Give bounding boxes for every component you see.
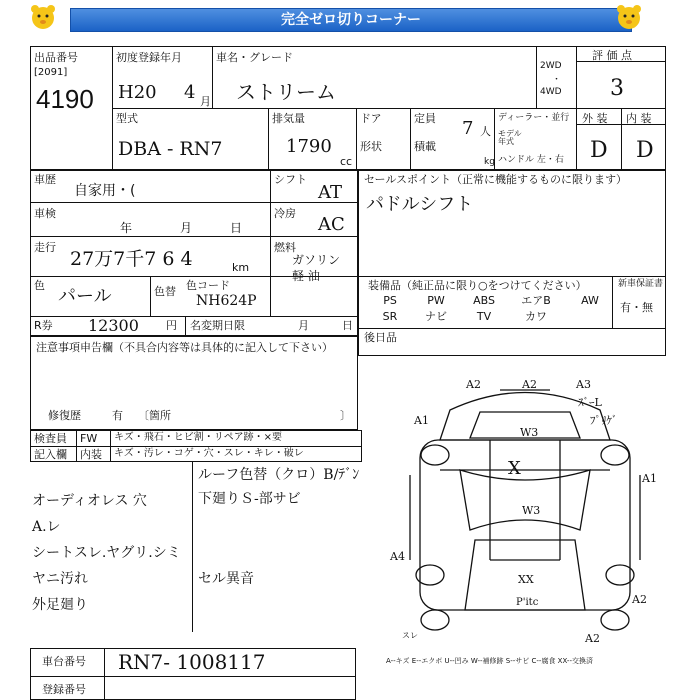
divider [110, 430, 111, 462]
capacity-label: 定員 [414, 112, 436, 125]
divider [192, 462, 193, 632]
usage-value: 自家用・( [74, 183, 136, 199]
header-bar [0, 0, 700, 34]
mark-a2: A2 [585, 632, 600, 645]
cc-label: cc [340, 155, 353, 168]
grade-value: 3 [610, 76, 624, 101]
lot-code: [2091] [34, 67, 68, 78]
mileage-label: 走行 [34, 241, 56, 254]
two-wd-label: 2WD [540, 61, 562, 71]
reg-month-unit: 月 [200, 95, 211, 108]
mark-w3: W3 [520, 426, 539, 439]
four-wd-label: 4WD [540, 87, 562, 97]
divider [185, 316, 186, 336]
mark-w3: W3 [522, 504, 541, 517]
shift-value: AT [318, 182, 343, 203]
recycle-label: R券 [34, 319, 53, 332]
lot-no-label: 出品番号 [34, 51, 78, 64]
inspector-label: 検査員 [34, 432, 67, 445]
color-value: パール [58, 286, 112, 307]
mark-s: スレ [402, 631, 418, 640]
mark-note: ﾌﾟﾘｹﾞ [590, 414, 618, 427]
recycle-value: 12300 [88, 316, 139, 335]
mascot-bear-icon [28, 2, 58, 32]
remarks-label: 記入欄 [34, 448, 67, 461]
color-code-label: 色コード [186, 279, 230, 292]
shape-label: 形状 [360, 140, 382, 153]
divider [30, 446, 362, 447]
displacement-value: 1790 [286, 136, 332, 157]
nc-day: 日 [342, 319, 353, 332]
load-label: 積載 [414, 140, 436, 153]
color-code-value: NH624P [196, 293, 257, 309]
divider [30, 236, 358, 237]
door-label: ドア [360, 112, 382, 125]
divider [30, 316, 358, 317]
equipment-item: エアB [521, 294, 551, 307]
equipment-item: AW [581, 294, 599, 307]
divider [212, 46, 213, 108]
day-label: 日 [230, 221, 243, 235]
divider [104, 648, 105, 700]
ext-grade: D [590, 138, 608, 163]
inspection-label: 車検 [34, 207, 56, 220]
mark-x: X [508, 458, 521, 479]
equipment-item: PS [383, 294, 397, 307]
warranty-label: 新車保証書 [618, 279, 664, 289]
divider [30, 676, 356, 677]
inspector-items: キズ・飛石・ヒビ割・リペア跡・×要 [114, 432, 282, 443]
back-seat-label: 後日品 [364, 331, 397, 344]
remarks-interior: 内装 [80, 448, 102, 461]
divider [410, 108, 411, 170]
notes-title: 注意事項申告欄（不具合内容等は具体的に記入して下さい） [36, 341, 333, 354]
mark-a2: A2 [522, 380, 537, 391]
mark-xx: XX [518, 573, 534, 586]
bracket: 〕 [340, 409, 351, 422]
mark-a2: A2 [632, 593, 647, 606]
equipment-label: 装備品（純正品に限り○をつけてください） [368, 279, 587, 292]
note-line: セル異音 [198, 571, 254, 587]
chassis-label: 車台番号 [42, 655, 86, 668]
sales-point-value: パドルシフト [366, 194, 474, 215]
mark-pitted: P'itc [516, 597, 539, 608]
first-reg-label: 初度登録年月 [116, 51, 182, 64]
divider [112, 108, 666, 109]
mark-a4: A4 [390, 550, 405, 563]
model-value: DBA - RN7 [118, 138, 223, 160]
equipment-item: ナビ [425, 310, 447, 323]
divider [612, 276, 613, 328]
remarks-items: キズ・汚レ・コゲ・穴・スレ・キレ・破レ [114, 448, 304, 459]
equipment-item: TV [476, 310, 492, 323]
int-grade: D [636, 138, 654, 163]
page-title: 完全ゼロ切りコーナー [70, 8, 632, 32]
chassis-value: RN7- 1008117 [118, 650, 266, 674]
mark-a1: A1 [414, 414, 429, 427]
repair-has: 有 [112, 409, 123, 422]
divider [150, 276, 151, 316]
equipment-item: SR [382, 310, 398, 323]
fuel-diesel: 軽 油 [292, 269, 320, 283]
year-label: 年 [120, 221, 133, 235]
divider [358, 328, 666, 329]
reg-era: H20 [118, 82, 157, 103]
ac-label: 冷房 [274, 207, 296, 220]
car-damage-diagram [380, 380, 670, 650]
ac-value: AC [318, 214, 345, 235]
note-line: オーディオレス 穴 [32, 493, 147, 509]
lot-number: 4190 [36, 84, 94, 114]
mark-a3: A3 [576, 380, 591, 391]
note-line: ヤニ汚れ [32, 571, 88, 587]
color-label: 色 [34, 279, 45, 292]
mileage-value: 27万7千7 6 4 [70, 248, 193, 270]
kg-label: kg [484, 157, 495, 167]
warranty-value: 有・無 [620, 301, 653, 314]
repair-history-label: 修復歴 [48, 409, 81, 422]
ext-label: 外 装 [582, 112, 608, 125]
int-label: 内 装 [626, 112, 652, 125]
fuel-gas: ガソリン [292, 253, 341, 267]
model-year-label: モデル 年式 [498, 129, 522, 146]
model-label: 型式 [116, 112, 138, 125]
sales-points-label: セールスポイント（正常に機能するものに限ります） [364, 173, 628, 186]
usage-label: 車歴 [34, 173, 56, 186]
capacity-unit: 人 [480, 125, 491, 138]
yen-label: 円 [166, 319, 177, 332]
reg-month: 4 [184, 82, 196, 103]
divider [268, 108, 269, 170]
divider [76, 430, 77, 462]
mark-note: ｽﾞｰL [578, 396, 602, 409]
mascot-bear-icon [614, 2, 644, 32]
legend: A--キズ E--エクボ U--凹み W--補修跡 S--サビ C--腐食 XX--交換済 [386, 657, 593, 665]
note-line: シートスレ.ヤグリ.シミ [32, 545, 181, 561]
equipment-item: カワ [525, 310, 547, 323]
equipment-item: ABS [473, 294, 495, 307]
reg-no-label: 登録番号 [42, 683, 86, 696]
note-line: A.レ [32, 519, 61, 535]
dot: ・ [552, 75, 562, 85]
name-change-label: 名変期日限 [190, 319, 245, 332]
capacity-value: 7 [462, 118, 474, 139]
km-label: km [232, 261, 250, 274]
handle-label: ハンドル 左・右 [498, 155, 564, 165]
divider [621, 108, 622, 170]
car-name: ストリーム [236, 80, 336, 104]
shift-label: シフト [274, 173, 307, 186]
nc-month: 月 [298, 319, 309, 332]
divider [356, 108, 357, 170]
divider [536, 46, 537, 108]
fuel-label: 燃料 [274, 241, 296, 254]
dealer-label: ディーラー・並行 [498, 113, 570, 123]
note-line: 外足廻り [32, 597, 88, 613]
divider [270, 170, 271, 316]
mark-a1: A1 [642, 472, 657, 485]
grade-eval-label: 評 価 点 [592, 49, 632, 62]
month-label: 月 [180, 221, 193, 235]
repair-location-label: 〔箇所 [138, 409, 171, 422]
displacement-label: 排気量 [272, 112, 305, 125]
color-change-label: 色替 [154, 285, 176, 298]
divider [30, 202, 358, 203]
note-line: ルーフ色替（クロ）B/ﾃﾞﾝ [198, 467, 360, 483]
car-name-label: 車名・グレード [216, 51, 293, 64]
mark-a2: A2 [466, 380, 481, 391]
divider [358, 276, 666, 277]
note-line: 下廻りＳ-部サビ [198, 491, 301, 507]
equipment-item: PW [427, 294, 445, 307]
inspector-fw: FW [80, 432, 98, 445]
